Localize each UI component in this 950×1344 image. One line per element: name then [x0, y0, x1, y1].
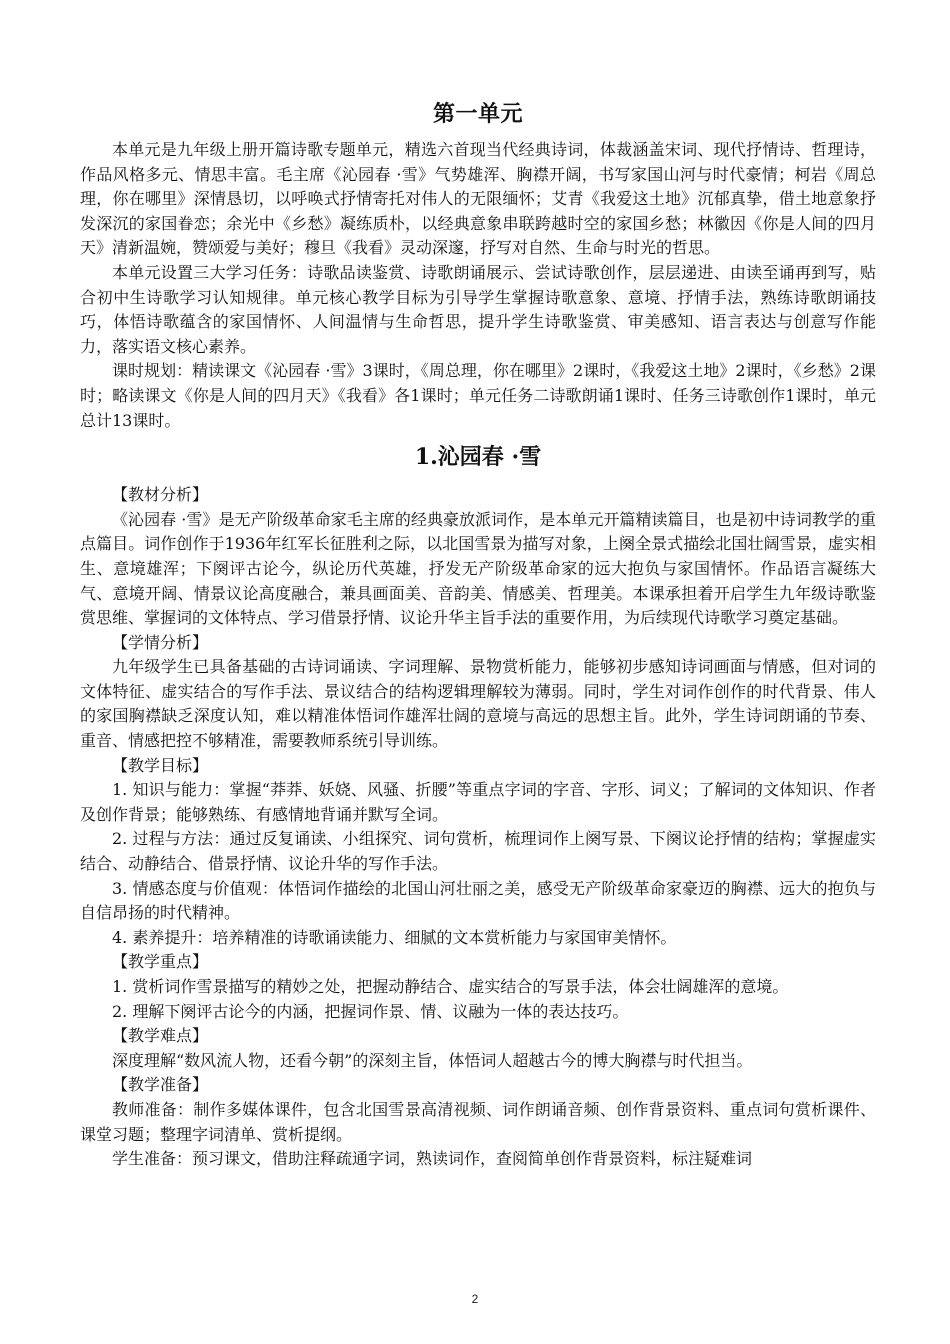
section-label: 【教学重点】 [112, 952, 209, 972]
key-point-item: 1. 赏析词作雪景描写的精妙之处，把握动静结合、虚实结合的写景手法，体会壮阔雄浑的意境。 [112, 977, 789, 996]
section-label: 【教学难点】 [112, 1026, 209, 1046]
preparation-item: 学生准备：预习课文，借助注释疏通字词，熟读词作，查阅简单创作背景资料，标注疑难词 [112, 1149, 753, 1169]
section-paragraph: 九年级学生已具备基础的古诗词诵读、字词理解、景物赏析能力，能够初步感知诗词画面与情感，但对词的文体特征、虚实结合的写作手法、景议结合的结构逻辑理解较为薄弱。同时，学生对词作创作的时代背景、伟人的家国胸襟缺乏深度认知，难以精准体悟词作雄浑壮阔的意境与高远的思想主旨。此外，学生诗词朗诵的节奏、重音、情感把控不够精准，需要教师系统引导训练。 [80, 657, 876, 751]
key-point-item: 2. 理解下阕评古论今的内涵，把握词作景、情、议融为一体的表达技巧。 [112, 1001, 629, 1021]
section-key-points [80, 950, 876, 1024]
unit-paragraph: 课时规划：精读课文《沁园春 ·雪》3课时，《周总理，你在哪里》2课时，《我爱这土地》2课时，《乡愁》2课时；略读课文《你是人间的四月天》《我看》各1课时；单元任务二诗歌朗诵1课时、任务三诗歌创作1课时，单元总计13课时。 [80, 361, 876, 430]
section-paragraph: 深度理解“数风流人物，还看今朝”的深刻主旨，体悟词人超越古今的博大胸襟与时代担当。 [112, 1050, 753, 1070]
preparation-item: 教师准备：制作多媒体课件，包含北国雪景高清视频、词作朗诵音频、创作背景资料、重点词句赏析课件、课堂习题；整理字词清单、赏析提纲。 [80, 1099, 876, 1144]
section-label: 【教学目标】 [112, 755, 209, 775]
section-student-analysis [80, 631, 876, 754]
section-textbook-analysis [80, 483, 876, 631]
section-label: 【教材分析】 [112, 485, 209, 505]
unit-intro [80, 138, 876, 433]
section-label: 【学情分析】 [112, 632, 209, 652]
section-preparation [80, 1073, 876, 1171]
goal-item: 4. 素养提升：培养精准的诗歌诵读能力、细腻的文本赏析能力与家国审美情怀。 [112, 927, 677, 947]
unit-title: 第一单元 [432, 101, 523, 127]
section-paragraph: 《沁园春 ·雪》是无产阶级革命家毛主席的经典豪放派词作，是本单元开篇精读篇目，也是初中诗词教学的重点篇目。词作创作于1936年红军长征胜利之际，以北国雪景为描写对象，上阕全景式描绘北国壮阔雪景，虚实相生、意境雄浑；下阕评古论今，纵论历代英雄，抒发无产阶级革命家的远大抱负与家国情怀。作品语言凝练大气、意境开阔、情景议论高度融合，兼具画面美、音韵美、情感美、哲理美。本课承担着开启学生九年级诗歌鉴赏思维、掌握词的文体特点、学习借景抒情、议论升华主旨手法的重要作用，为后续现代诗歌学习奠定基础。 [80, 509, 876, 628]
section-label: 【教学准备】 [112, 1075, 209, 1095]
goal-item: 3. 情感态度与价值观：体悟词作描绘的北国山河壮丽之美，感受无产阶级革命家豪迈的胸襟、远大的抱负与自信昂扬的时代精神。 [80, 878, 876, 923]
lesson-title: 1.沁园春 ·雪 [414, 444, 542, 471]
page-number: 2 [471, 1292, 479, 1306]
section-difficulties [80, 1024, 876, 1073]
goal-item: 2. 过程与方法：通过反复诵读、小组探究、词句赏析，梳理词作上阕写景、下阕议论抒情的结构；掌握虚实结合、动静结合、借景抒情、议论升华的写作手法。 [80, 829, 876, 874]
goal-item: 1. 知识与能力：掌握“莽莽、妖娆、风骚、折腰”等重点字词的字音、字形、词义；了解词的文体知识、作者及创作背景；能够熟练、有感情地背诵并默写全词。 [80, 780, 876, 824]
section-teaching-goals [80, 754, 876, 951]
unit-paragraph: 本单元是九年级上册开篇诗歌专题单元，精选六首现当代经典诗词，体裁涵盖宋词、现代抒情诗、哲理诗，作品风格多元、情思丰富。毛主席《沁园春 ·雪》气势雄浑、胸襟开阔，书写家国山河与时代豪情；柯岩《周总理，你在哪里》深情恳切，以呼唤式抒情寄托对伟人的无限缅怀；艾青《我爱这土地》沉郁真挚，借土地意象抒发深沉的家国眷恋；余光中《乡愁》凝练质朴，以经典意象串联跨越时空的家国乡愁；林徽因《你是人间的四月天》清新温婉，赞颂爱与美好；穆旦《我看》灵动深邃，抒写对自然、生命与时光的哲思。 [80, 140, 876, 258]
document-page [80, 96, 876, 1172]
unit-paragraph: 本单元设置三大学习任务：诗歌品读鉴赏、诗歌朗诵展示、尝试诗歌创作，层层递进、由读至诵再到写，贴合初中生诗歌学习认知规律。单元核心教学目标为引导学生掌握诗歌意象、意境、抒情手法，熟练诗歌朗诵技巧，体悟诗歌蕴含的家国情怀、人间温情与生命哲思，提升学生诗歌鉴赏、审美感知、语言表达与创意写作能力，落实语文核心素养。 [80, 262, 876, 356]
